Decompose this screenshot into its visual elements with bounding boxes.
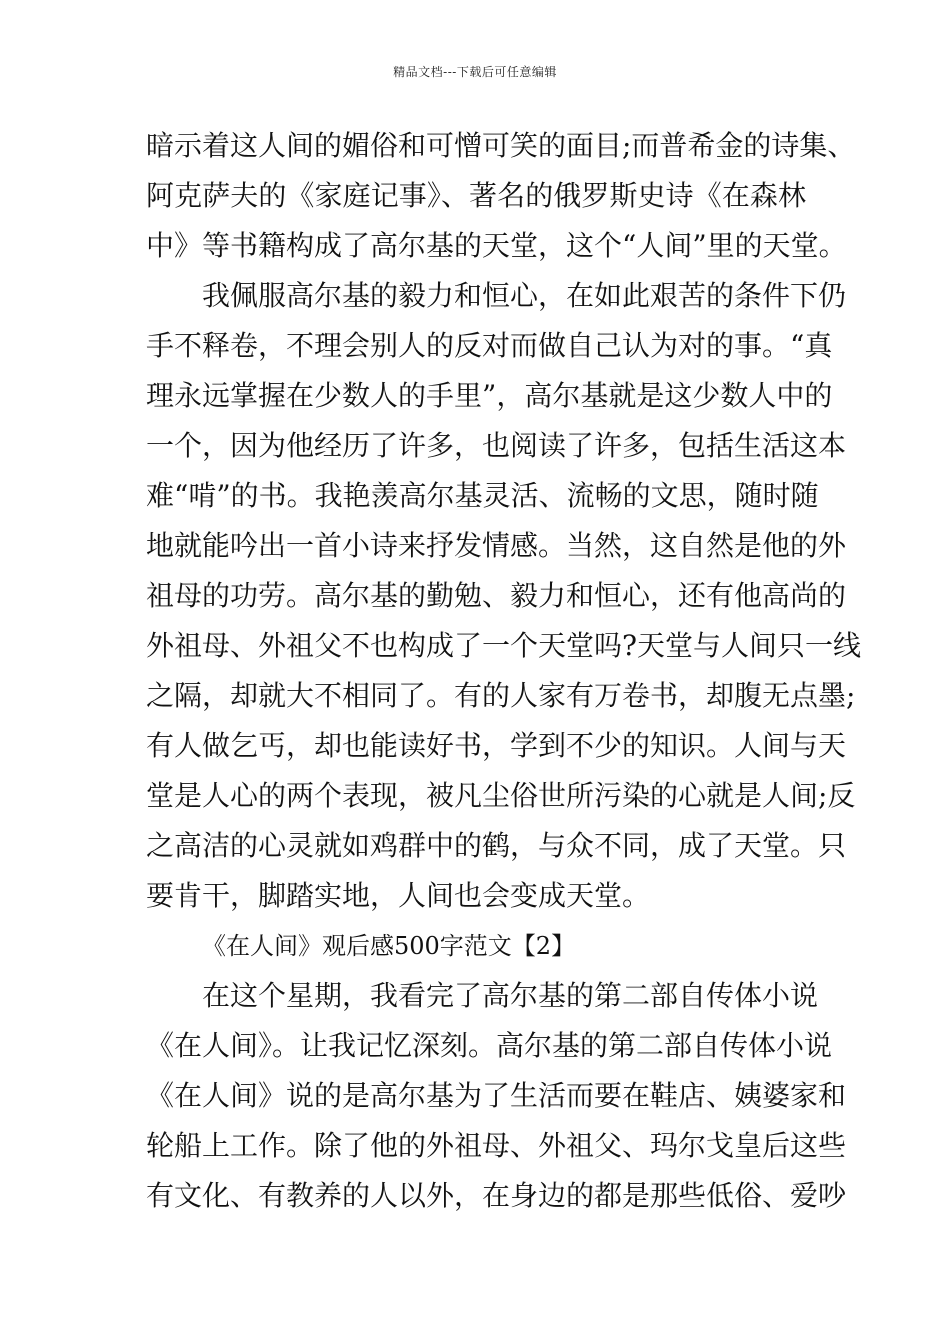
- paragraph-line: 手不释卷，不理会别人的反对而做自己认为对的事。“真: [146, 329, 833, 362]
- paragraph-line: 有文化、有教养的人以外，在身边的都是那些低俗、爱吵: [146, 1179, 847, 1212]
- paragraph-line: 我佩服高尔基的毅力和恒心，在如此艰苦的条件下仍: [202, 279, 847, 312]
- paragraph-line: 祖母的功劳。高尔基的勤勉、毅力和恒心，还有他高尚的: [146, 579, 847, 612]
- paragraph-line: 堂是人心的两个表现，被凡尘俗世所污染的心就是人间;反: [146, 779, 856, 812]
- paragraph-line: 在这个星期，我看完了高尔基的第二部自传体小说: [202, 979, 819, 1012]
- paragraph-line: 有人做乞丐，却也能读好书，学到不少的知识。人间与天: [146, 729, 847, 762]
- paragraph-line: 《在人间》说的是高尔基为了生活而要在鞋店、姨婆家和: [146, 1079, 847, 1112]
- paragraph-line: 《在人间》。让我记忆深刻。高尔基的第二部自传体小说: [146, 1029, 833, 1062]
- paragraph-line: 要肯干，脚踏实地，人间也会变成天堂。: [146, 879, 651, 912]
- page-header: 精品文档---下载后可任意编辑: [393, 65, 557, 79]
- paragraph-line: 暗示着这人间的媚俗和可憎可笑的面目;而普希金的诗集、: [146, 129, 856, 162]
- paragraph-line: 中》等书籍构成了高尔基的天堂，这个“人间”里的天堂。: [146, 229, 847, 262]
- paragraph-line: 阿克萨夫的《家庭记事》、著名的俄罗斯史诗《在森林: [146, 179, 806, 212]
- paragraph-line: 理永远掌握在少数人的手里”，高尔基就是这少数人中的: [146, 379, 833, 412]
- paragraph-line: 轮船上工作。除了他的外祖母、外祖父、玛尔戈皇后这些: [146, 1129, 847, 1162]
- section-title: 《在人间》观后感500字范文【2】: [202, 932, 576, 960]
- paragraph-line: 地就能吟出一首小诗来抒发情感。当然，这自然是他的外: [146, 529, 847, 562]
- paragraph-line: 之隔，却就大不相同了。有的人家有万卷书，却腹无点墨;: [146, 679, 856, 712]
- paragraph-line: 外祖母、外祖父不也构成了一个天堂吗?天堂与人间只一线: [146, 629, 862, 662]
- paragraph-line: 难“啃”的书。我艳羡高尔基灵活、流畅的文思，随时随: [146, 479, 819, 512]
- paragraph-line: 之高洁的心灵就如鸡群中的鹤，与众不同，成了天堂。只: [146, 829, 847, 862]
- paragraph-line: 一个，因为他经历了许多，也阅读了许多，包括生活这本: [146, 429, 847, 462]
